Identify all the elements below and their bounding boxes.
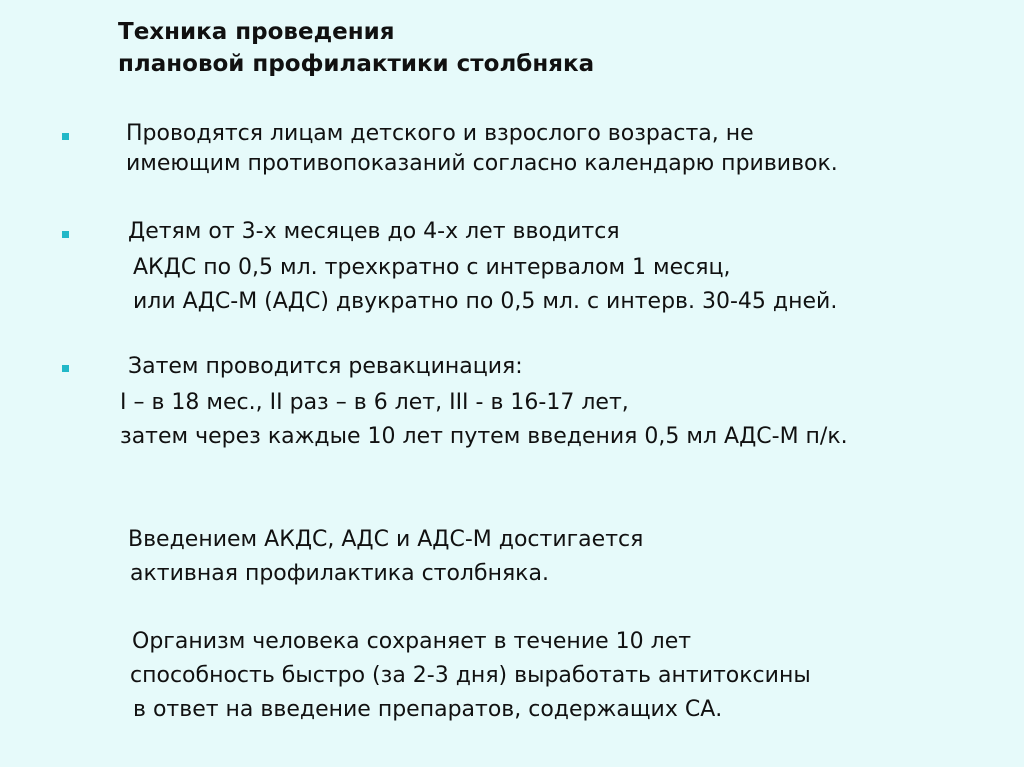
paragraph-2-line-3: в ответ на введение препаратов, содержащих СА. (133, 697, 723, 722)
bullet-2-line-3: или АДС-М (АДС) двукратно по 0,5 мл. с интерв. 30-45 дней. (133, 289, 838, 314)
bullet-3-line-2: I – в 18 мес., II раз – в 6 лет, III - в 16-17 лет, (120, 390, 629, 415)
paragraph-1-line-1: Введением АКДС, АДС и АДС-М достигается (128, 527, 644, 552)
slide-title (118, 16, 594, 80)
bullet-marker (62, 133, 69, 140)
bullet-2-line-2: АКДС по 0,5 мл. трехкратно с интервалом 1 месяц, (133, 255, 731, 280)
bullet-3-line-3: затем через каждые 10 лет путем введения 0,5 мл АДС-М п/к. (120, 424, 848, 449)
title-line-2: плановой профилактики столбняка (118, 51, 595, 77)
bullet-1-line-1: Проводятся лицам детского и взрослого возраста, не (126, 121, 754, 146)
title-line-1: Техника проведения (118, 19, 395, 45)
bullet-2-line-1: Детям от 3-х месяцев до 4-х лет вводится (128, 219, 620, 244)
paragraph-2-line-1: Организм человека сохраняет в течение 10 лет (132, 629, 692, 654)
bullet-marker (62, 231, 69, 238)
bullet-marker (62, 365, 69, 372)
bullet-1-line-2: имеющим противопоказаний согласно календарю прививок. (126, 151, 838, 176)
paragraph-2-line-2: способность быстро (за 2-3 дня) выработать антитоксины (130, 663, 811, 688)
bullet-3-line-1: Затем проводится ревакцинация: (128, 354, 523, 379)
paragraph-1-line-2: активная профилактика столбняка. (130, 561, 549, 586)
